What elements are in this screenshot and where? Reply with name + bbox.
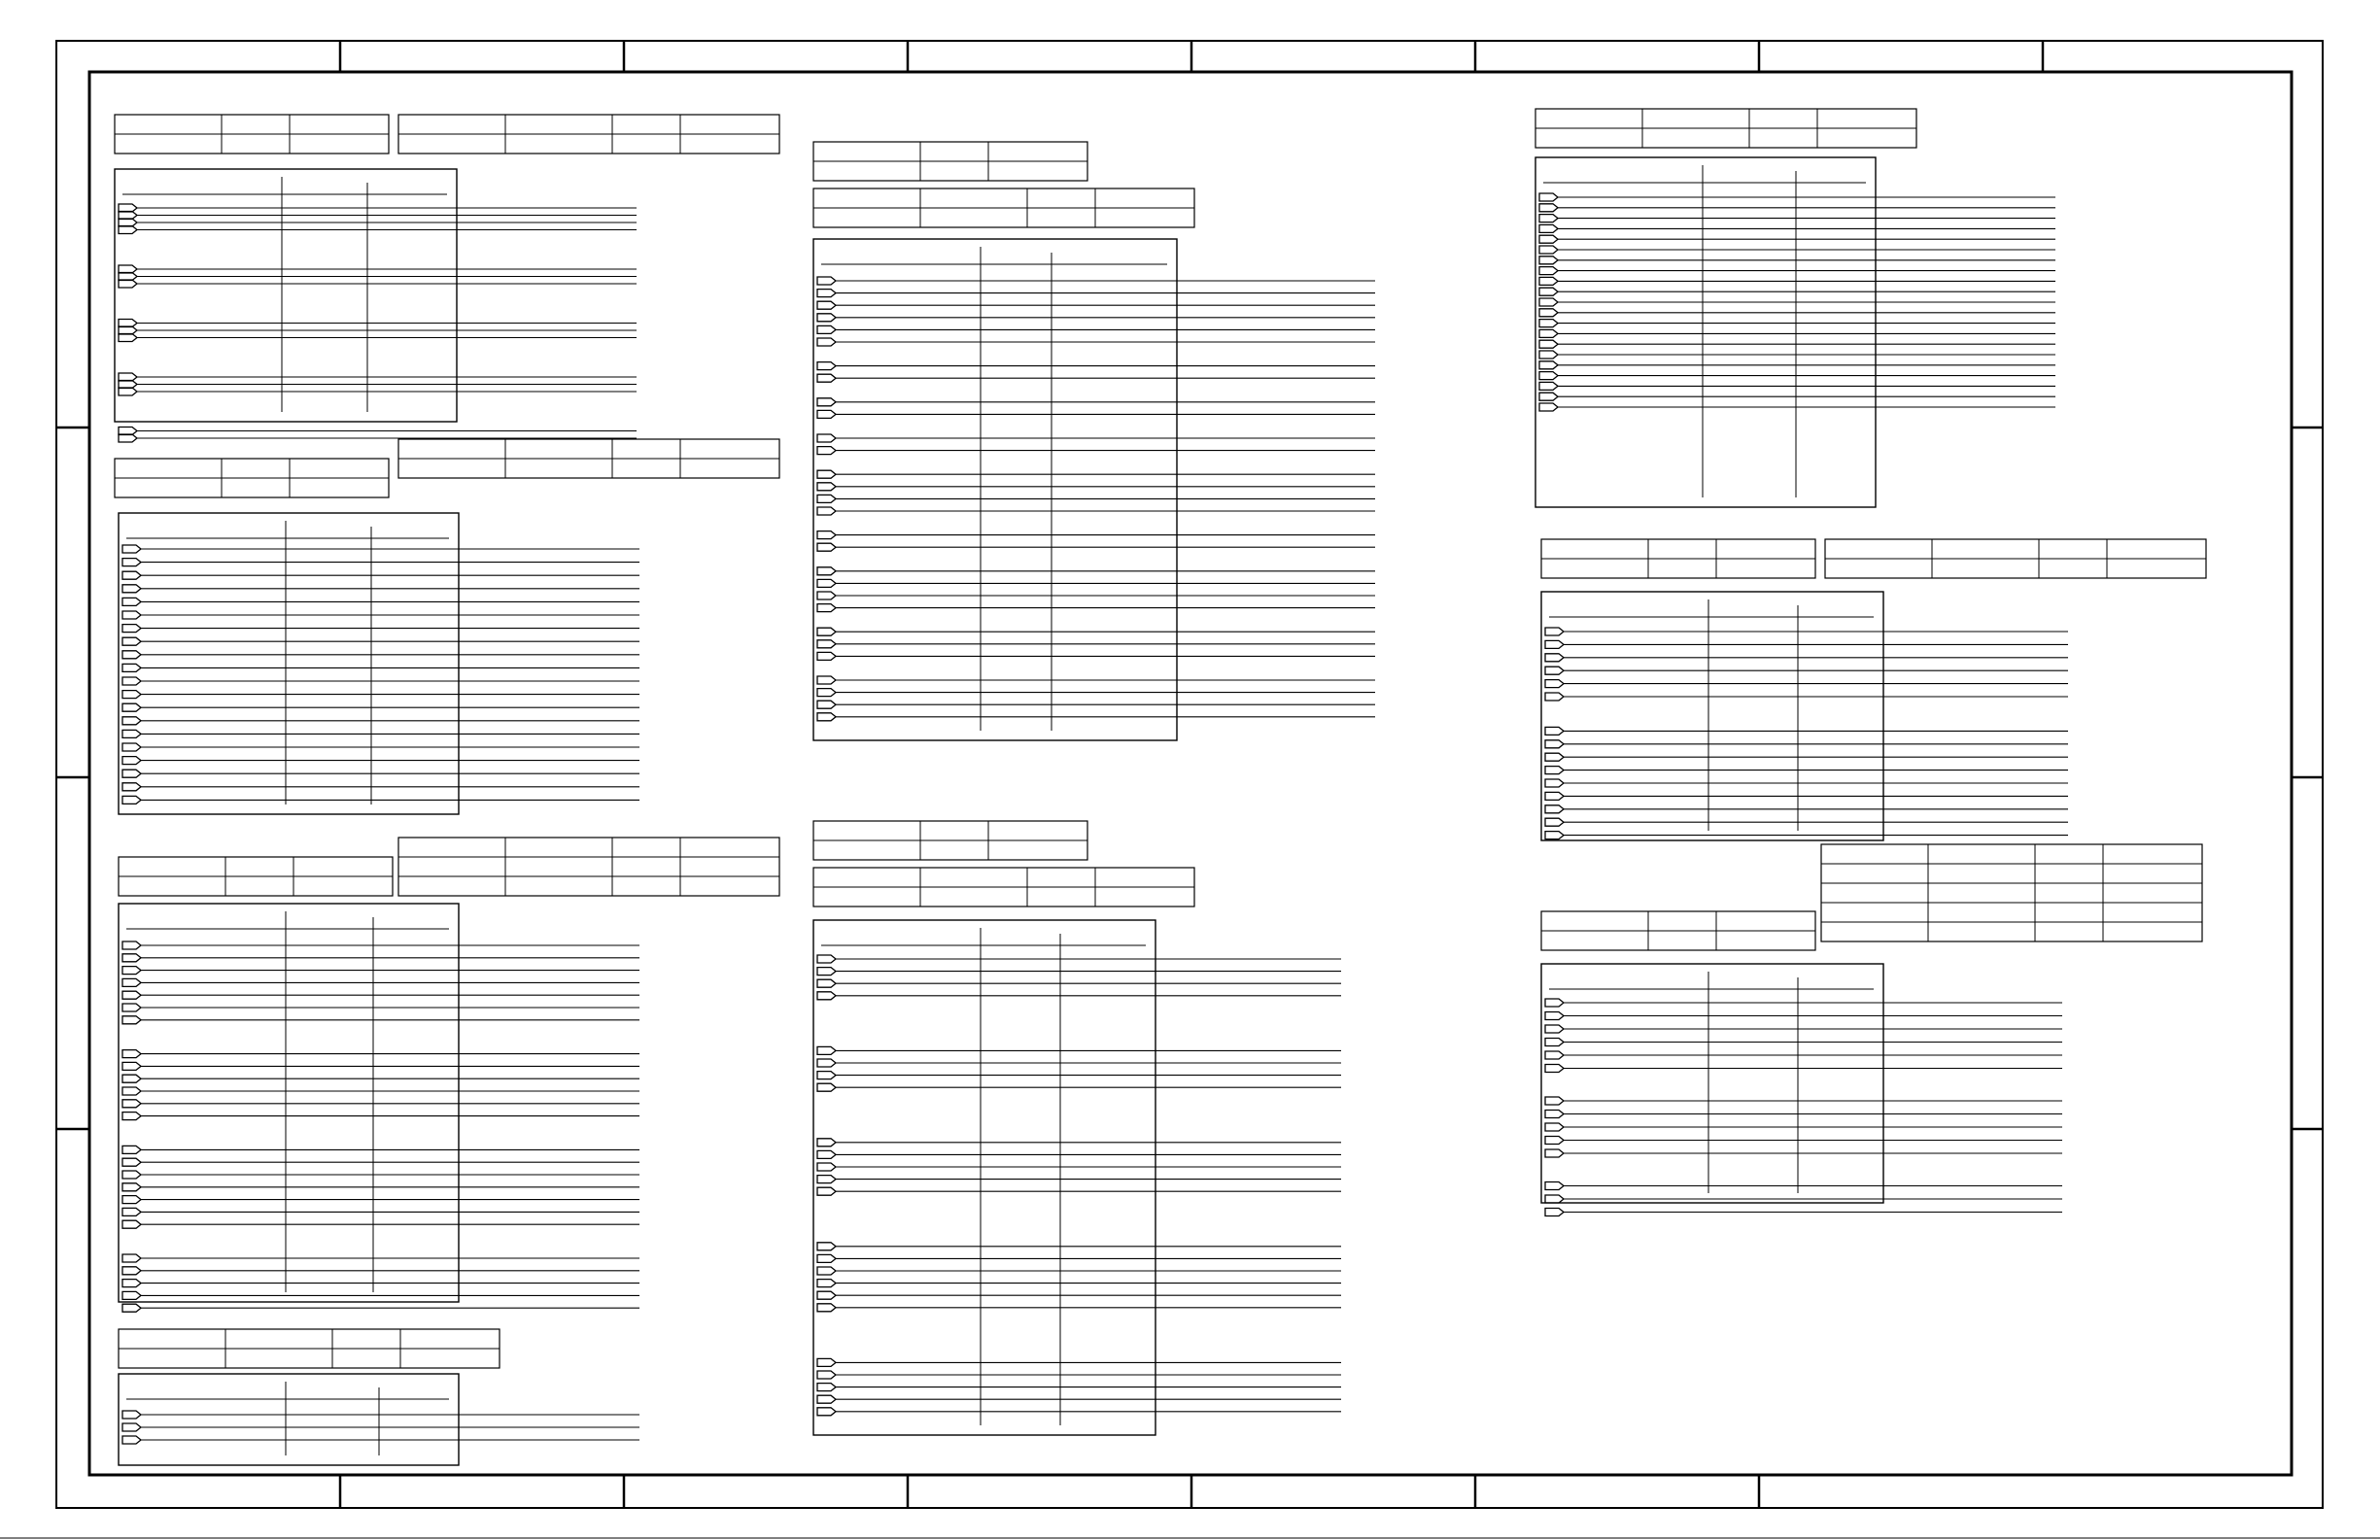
off-page-connector-icon (1539, 309, 1558, 317)
off-page-connector-icon (122, 703, 141, 711)
off-page-connector-icon (122, 978, 141, 986)
off-page-connector-icon (122, 743, 141, 751)
block-border (813, 920, 1156, 1435)
off-page-connector-icon (817, 1254, 836, 1262)
off-page-connector-icon (1539, 393, 1558, 400)
connector-block (1535, 157, 2055, 507)
off-page-connector-icon (817, 968, 836, 975)
off-page-connector-icon (817, 1280, 836, 1287)
off-page-connector-icon (1539, 320, 1558, 327)
off-page-connector-icon (817, 495, 836, 502)
off-page-connector-icon (122, 1016, 141, 1024)
off-page-connector-icon (1539, 215, 1558, 222)
off-page-connector-icon (1539, 298, 1558, 306)
off-page-connector-icon (119, 373, 137, 381)
off-page-connector-icon (1545, 1182, 1564, 1190)
off-page-connector-icon (122, 637, 141, 645)
off-page-connector-icon (817, 1371, 836, 1379)
off-page-connector-icon (817, 434, 836, 442)
off-page-connector-icon (1539, 372, 1558, 380)
off-page-connector-icon (817, 1358, 836, 1366)
off-page-connector-icon (817, 979, 836, 987)
off-page-connector-icon (817, 592, 836, 599)
off-page-connector-icon (122, 1004, 141, 1011)
off-page-connector-icon (122, 545, 141, 553)
connector-block (119, 513, 639, 814)
off-page-connector-icon (122, 991, 141, 999)
off-page-connector-icon (119, 320, 137, 327)
off-page-connector-icon (122, 559, 141, 566)
off-page-connector-icon (119, 388, 137, 395)
off-page-connector-icon (1545, 767, 1564, 774)
off-page-connector-icon (122, 1075, 141, 1082)
off-page-connector-icon (817, 398, 836, 406)
off-page-connector-icon (817, 301, 836, 309)
title-table (813, 142, 1087, 181)
off-page-connector-icon (1545, 1097, 1564, 1105)
connector-block (813, 239, 1375, 740)
off-page-connector-icon (817, 628, 836, 635)
off-page-connector-icon (817, 338, 836, 346)
block-border (119, 513, 459, 814)
off-page-connector-icon (1545, 779, 1564, 787)
off-page-connector-icon (817, 483, 836, 491)
off-page-connector-icon (122, 1158, 141, 1166)
block-border (1535, 157, 1876, 507)
off-page-connector-icon (122, 611, 141, 619)
off-page-connector-icon (1545, 680, 1564, 688)
off-page-connector-icon (1545, 1012, 1564, 1020)
table-border (398, 838, 779, 896)
off-page-connector-icon (817, 1176, 836, 1183)
block-border (119, 904, 459, 1302)
off-page-connector-icon (817, 604, 836, 612)
off-page-connector-icon (122, 1050, 141, 1058)
off-page-connector-icon (119, 326, 137, 334)
off-page-connector-icon (1545, 740, 1564, 748)
off-page-connector-icon (122, 1280, 141, 1287)
off-page-connector-icon (122, 1267, 141, 1275)
off-page-connector-icon (817, 1139, 836, 1146)
off-page-connector-icon (1539, 204, 1558, 212)
off-page-connector-icon (1545, 792, 1564, 800)
off-page-connector-icon (817, 1083, 836, 1091)
off-page-connector-icon (817, 290, 836, 297)
connector-block (1541, 592, 2068, 840)
off-page-connector-icon (122, 1291, 141, 1299)
block-border (119, 1374, 459, 1465)
off-page-connector-icon (122, 717, 141, 725)
off-page-connector-icon (1539, 267, 1558, 275)
off-page-connector-icon (122, 1112, 141, 1120)
title-table (398, 439, 779, 478)
off-page-connector-icon (122, 625, 141, 633)
off-page-connector-icon (817, 1150, 836, 1158)
off-page-connector-icon (122, 730, 141, 737)
off-page-connector-icon (817, 713, 836, 721)
off-page-connector-icon (817, 1046, 836, 1054)
off-page-connector-icon (817, 374, 836, 382)
off-page-connector-icon (817, 701, 836, 708)
title-table (1541, 539, 1815, 578)
title-table (398, 115, 779, 154)
title-table (813, 821, 1087, 860)
off-page-connector-icon (122, 1254, 141, 1262)
off-page-connector-icon (1545, 628, 1564, 635)
off-page-connector-icon (817, 362, 836, 370)
off-page-connector-icon (119, 280, 137, 288)
off-page-connector-icon (122, 691, 141, 699)
off-page-connector-icon (122, 1146, 141, 1153)
off-page-connector-icon (817, 1059, 836, 1067)
outer-border (56, 41, 2323, 1508)
off-page-connector-icon (1545, 654, 1564, 662)
off-page-connector-icon (817, 579, 836, 587)
off-page-connector-icon (1545, 832, 1564, 839)
off-page-connector-icon (817, 543, 836, 551)
off-page-connector-icon (817, 689, 836, 697)
off-page-connector-icon (817, 1243, 836, 1250)
off-page-connector-icon (122, 1062, 141, 1070)
off-page-connector-icon (122, 1183, 141, 1191)
off-page-connector-icon (119, 381, 137, 389)
block-border (813, 239, 1177, 740)
off-page-connector-icon (817, 1384, 836, 1391)
off-page-connector-icon (1539, 277, 1558, 285)
off-page-connector-icon (817, 447, 836, 455)
title-table (115, 115, 389, 154)
off-page-connector-icon (1545, 727, 1564, 735)
table-border (1821, 844, 2202, 941)
off-page-connector-icon (1545, 1209, 1564, 1216)
off-page-connector-icon (122, 1196, 141, 1204)
off-page-connector-icon (1545, 1039, 1564, 1046)
off-page-connector-icon (122, 954, 141, 962)
off-page-connector-icon (1539, 351, 1558, 359)
off-page-connector-icon (122, 1220, 141, 1228)
off-page-connector-icon (122, 941, 141, 949)
off-page-connector-icon (1539, 329, 1558, 337)
off-page-connector-icon (1545, 805, 1564, 813)
off-page-connector-icon (122, 1304, 141, 1312)
off-page-connector-icon (122, 757, 141, 765)
off-page-connector-icon (817, 1395, 836, 1403)
off-page-connector-icon (817, 640, 836, 648)
off-page-connector-icon (817, 992, 836, 1000)
drawing-frame (0, 41, 2380, 1538)
off-page-connector-icon (1545, 693, 1564, 701)
off-page-connector-icon (119, 428, 137, 435)
off-page-connector-icon (817, 676, 836, 684)
off-page-connector-icon (1539, 224, 1558, 232)
title-table (119, 1329, 500, 1368)
off-page-connector-icon (1545, 753, 1564, 761)
off-page-connector-icon (1539, 361, 1558, 369)
title-table (115, 459, 389, 497)
off-page-connector-icon (119, 212, 137, 220)
title-table (1535, 109, 1916, 148)
off-page-connector-icon (817, 410, 836, 418)
off-page-connector-icon (817, 567, 836, 575)
title-table (398, 838, 779, 896)
block-border (1541, 592, 1883, 840)
off-page-connector-icon (119, 273, 137, 281)
off-page-connector-icon (1545, 1025, 1564, 1033)
off-page-connector-icon (1545, 1149, 1564, 1157)
off-page-connector-icon (1539, 193, 1558, 201)
off-page-connector-icon (817, 1267, 836, 1275)
off-page-connector-icon (122, 571, 141, 579)
off-page-connector-icon (122, 967, 141, 975)
off-page-connector-icon (817, 1408, 836, 1416)
off-page-connector-icon (817, 1072, 836, 1079)
off-page-connector-icon (122, 783, 141, 791)
off-page-connector-icon (817, 1291, 836, 1299)
off-page-connector-icon (817, 325, 836, 333)
off-page-connector-icon (817, 531, 836, 539)
off-page-connector-icon (817, 652, 836, 660)
title-table (1821, 844, 2202, 941)
connector-blocks (115, 157, 2068, 1465)
off-page-connector-icon (1545, 1111, 1564, 1118)
off-page-connector-icon (817, 314, 836, 322)
off-page-connector-icon (1539, 246, 1558, 254)
off-page-connector-icon (817, 955, 836, 963)
off-page-connector-icon (122, 1100, 141, 1108)
connector-block (119, 1374, 639, 1465)
off-page-connector-icon (817, 507, 836, 515)
off-page-connector-icon (1539, 382, 1558, 390)
title-table (813, 868, 1194, 907)
off-page-connector-icon (1545, 818, 1564, 826)
connector-block (119, 904, 639, 1312)
off-page-connector-icon (817, 1304, 836, 1312)
block-border (1541, 964, 1883, 1203)
off-page-connector-icon (119, 265, 137, 273)
off-page-connector-icon (1539, 257, 1558, 264)
off-page-connector-icon (119, 219, 137, 226)
connector-block (115, 169, 637, 442)
off-page-connector-icon (817, 1187, 836, 1195)
off-page-connector-icon (122, 1087, 141, 1095)
off-page-connector-icon (1545, 640, 1564, 648)
off-page-connector-icon (817, 277, 836, 285)
off-page-connector-icon (122, 1208, 141, 1215)
off-page-connector-icon (119, 434, 137, 442)
off-page-connector-icon (1545, 1195, 1564, 1203)
off-page-connector-icon (122, 1171, 141, 1179)
off-page-connector-icon (122, 664, 141, 671)
off-page-connector-icon (1545, 1051, 1564, 1059)
off-page-connector-icon (119, 334, 137, 342)
off-page-connector-icon (817, 470, 836, 478)
connector-block (813, 920, 1341, 1435)
title-table (119, 857, 393, 896)
off-page-connector-icon (122, 796, 141, 804)
off-page-connector-icon (1545, 667, 1564, 674)
title-table (1541, 911, 1815, 950)
off-page-connector-icon (122, 1423, 141, 1431)
off-page-connector-icon (1545, 1137, 1564, 1145)
off-page-connector-icon (122, 651, 141, 659)
off-page-connector-icon (1539, 340, 1558, 348)
off-page-connector-icon (119, 204, 137, 212)
off-page-connector-icon (1545, 999, 1564, 1007)
off-page-connector-icon (122, 1436, 141, 1444)
off-page-connector-icon (1539, 288, 1558, 295)
off-page-connector-icon (122, 598, 141, 605)
off-page-connector-icon (122, 585, 141, 593)
off-page-connector-icon (122, 1411, 141, 1419)
title-table (813, 188, 1194, 227)
off-page-connector-icon (119, 226, 137, 234)
off-page-connector-icon (1539, 235, 1558, 243)
off-page-connector-icon (122, 677, 141, 685)
title-table (1825, 539, 2206, 578)
off-page-connector-icon (1545, 1123, 1564, 1131)
off-page-connector-icon (1545, 1065, 1564, 1073)
connector-block (1541, 964, 2062, 1216)
off-page-connector-icon (817, 1163, 836, 1171)
off-page-connector-icon (122, 770, 141, 777)
off-page-connector-icon (1539, 403, 1558, 411)
